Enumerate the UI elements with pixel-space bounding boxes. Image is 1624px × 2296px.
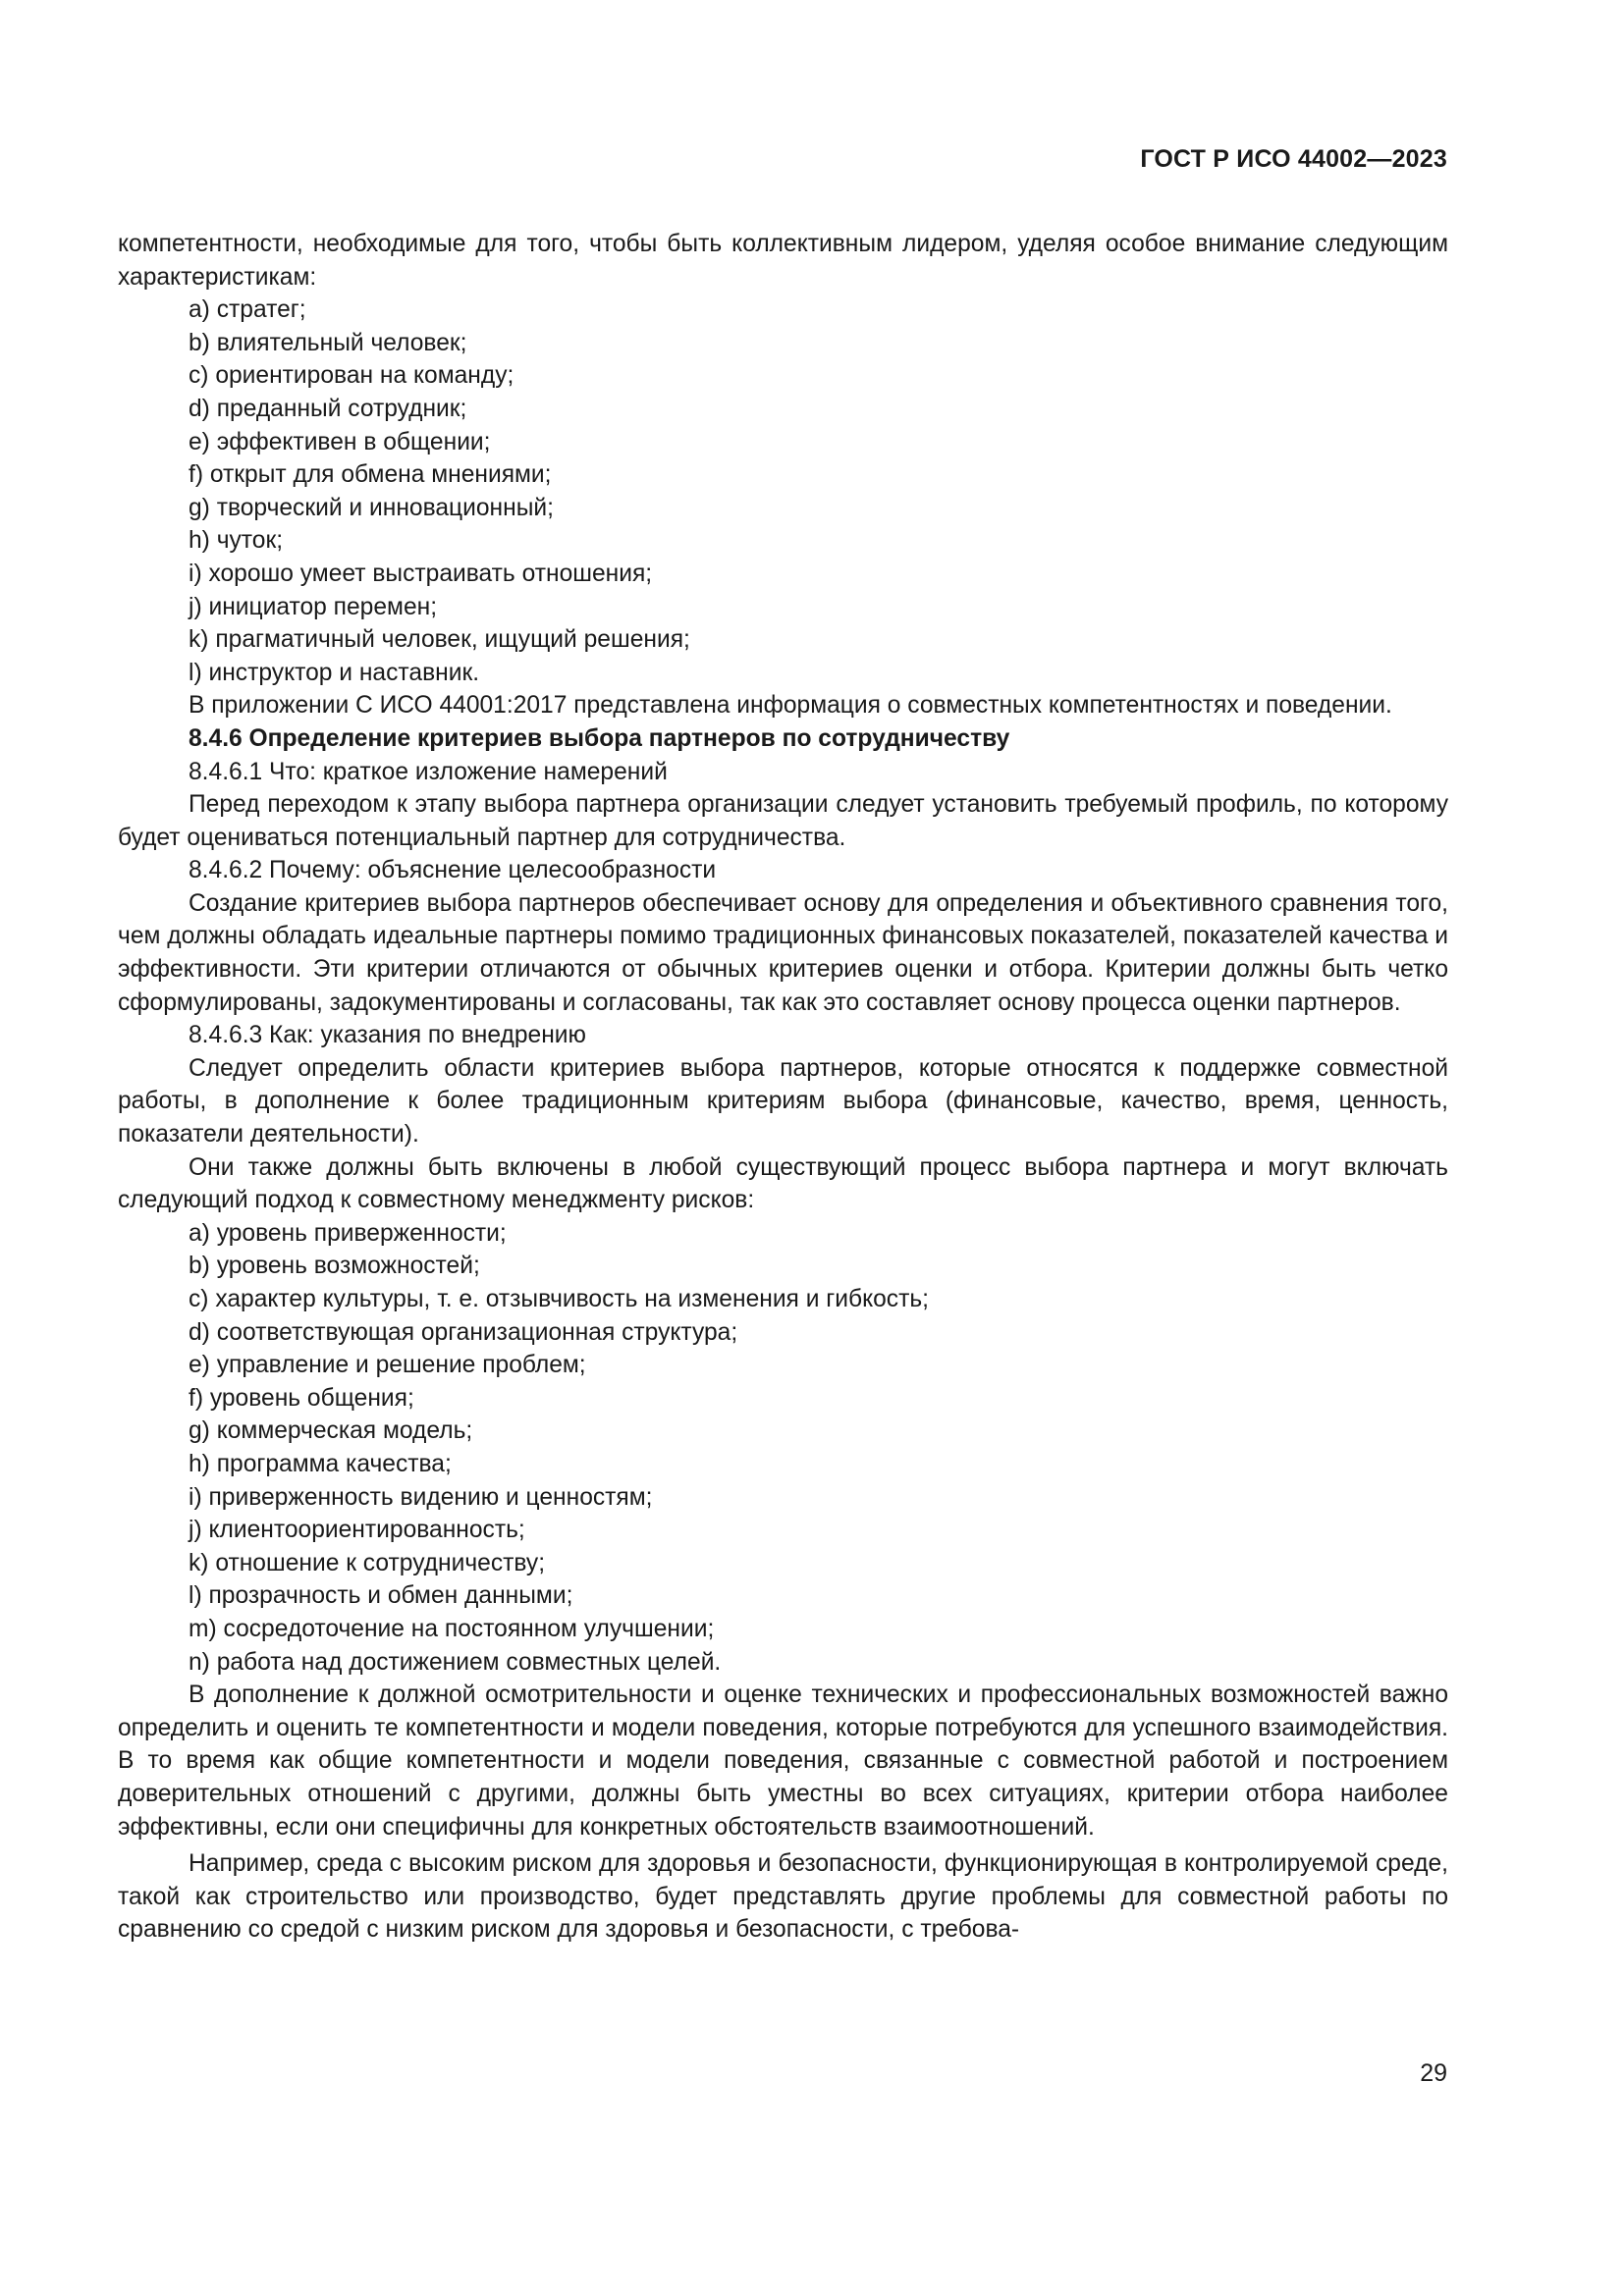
page-number: 29	[1420, 2059, 1447, 2087]
list-item: e) эффективен в общении;	[189, 428, 491, 455]
intro-paragraph: компетентности, необходимые для того, чтобы быть коллективным лидером, уделяя особое внимание следующим характеристикам:	[118, 231, 1448, 291]
subsection-text-why: Создание критериев выбора партнеров обеспечивает основу для определения и объективного сравнения того, чем должны обладать идеальные партнеры помимо традиционных финансовых показателей, показателей качества и эффективности. Эти критерии отличаются от обычных критериев оценки и отбора. Критерии должны быть четко сформулированы, задокументированы и согласованы, так как это составляет основу процесса оценки партнеров.	[118, 889, 1448, 1016]
list-item: n) работа над достижением совместных целей.	[189, 1648, 722, 1676]
list-item: a) уровень приверженности;	[189, 1219, 507, 1247]
list-item: g) коммерческая модель;	[189, 1417, 473, 1445]
list-item: d) преданный сотрудник;	[189, 395, 467, 422]
subsection-title-why: 8.4.6.2 Почему: объяснение целесообразности	[189, 857, 717, 884]
list-item: f) уровень общения;	[189, 1384, 414, 1412]
list-item: e) управление и решение проблем;	[189, 1352, 586, 1379]
list-item: i) приверженность видению и ценностям;	[189, 1483, 653, 1511]
subsection-text-how-2: Они также должны быть включены в любой существующий процесс выбора партнера и могут включать следующий подход к совместному менеджменту рисков:	[118, 1153, 1448, 1214]
leader-characteristics-list	[118, 294, 1448, 689]
subsection-title-what: 8.4.6.1 Что: краткое изложение намерений	[189, 758, 668, 785]
list-item: h) программа качества;	[189, 1450, 452, 1477]
list-item: l) инструктор и наставник.	[189, 659, 480, 686]
list-item: b) влиятельный человек;	[189, 329, 467, 356]
subsection-text-how-1: Следует определить области критериев выбора партнеров, которые относятся к поддержке совместной работы, в дополнение к более традиционным критериям выбора (финансовые, качество, время, ценность, показатели деятельности).	[118, 1054, 1448, 1148]
closing-paragraph-1: В дополнение к должной осмотрительности и оценке технических и профессиональных возможностей важно определить и оценить те компетентности и модели поведения, которые потребуются для успешного взаимодействия. В то время как общие компетентности и модели поведения, связанные с совместной работой и построением доверительных отношений с другими, должны быть уместны во всех ситуациях, критерии отбора наиболее эффективны, если они специфичны для конкретных обстоятельств взаимоотношений.	[118, 1682, 1448, 1841]
section-heading: 8.4.6 Определение критериев выбора партнеров по сотрудничеству	[189, 724, 1010, 752]
annex-note-paragraph: В приложении С ИСО 44001:2017 представлена информация о совместных компетентностях и поведении.	[189, 692, 1392, 720]
list-item: g) творческий и инновационный;	[189, 494, 554, 521]
list-item: b) уровень возможностей;	[189, 1253, 480, 1280]
closing-paragraph-2: Например, среда с высоким риском для здоровья и безопасности, функционирующая в контролируемой среде, такой как строительство или производство, будет представлять другие проблемы для совместной работы по сравнению со средой с низким риском для здоровья и безопасности, с требова-	[118, 1850, 1448, 1944]
risk-management-approach-list	[118, 1217, 1448, 1679]
list-item: c) ориентирован на команду;	[189, 362, 514, 390]
list-item: j) клиентоориентированность;	[189, 1517, 525, 1544]
page-body	[118, 228, 1448, 1947]
list-item: a) стратег;	[189, 296, 306, 324]
list-item: d) соответствующая организационная структура;	[189, 1318, 738, 1346]
list-item: i) хорошо умеет выстраивать отношения;	[189, 560, 653, 587]
document-code-header: ГОСТ Р ИСО 44002—2023	[1140, 145, 1447, 173]
list-item: k) прагматичный человек, ищущий решения;	[189, 626, 690, 654]
subsection-text-what: Перед переходом к этапу выбора партнера организации следует установить требуемый профиль, по которому будет оцениваться потенциальный партнер для сотрудничества.	[118, 791, 1448, 851]
list-item: h) чуток;	[189, 527, 284, 555]
list-item: m) сосредоточение на постоянном улучшении;	[189, 1615, 715, 1642]
list-item: l) прозрачность и обмен данными;	[189, 1582, 573, 1610]
list-item: f) открыт для обмена мнениями;	[189, 461, 552, 489]
list-item: k) отношение к сотрудничеству;	[189, 1549, 546, 1576]
list-item: c) характер культуры, т. е. отзывчивость на изменения и гибкость;	[189, 1286, 929, 1312]
subsection-title-how: 8.4.6.3 Как: указания по внедрению	[189, 1022, 586, 1049]
list-item: j) инициатор перемен;	[189, 593, 438, 620]
